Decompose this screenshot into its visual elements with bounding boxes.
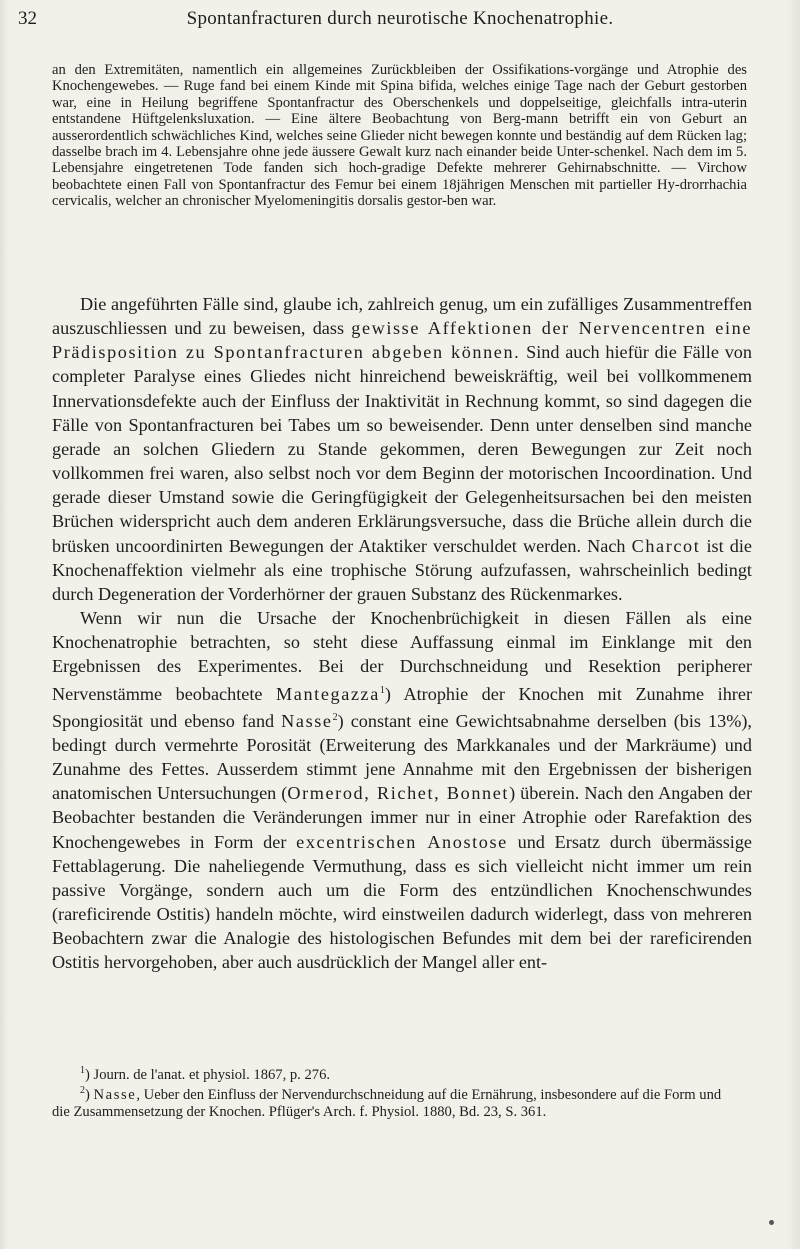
footnote-marker-2: 2 (80, 1085, 85, 1097)
footnote-ref-2[interactable]: 2 (332, 711, 338, 723)
running-head: Spontanfracturen durch neurotische Knochenatrophie. (186, 8, 614, 29)
main-text-1: Die angeführten Fälle sind, glaube ich, zahlreich genug, um ein zufälliges Zusammentreffen auszuschliessen und zu beweisen, dass (52, 294, 752, 339)
main-text-2: Sind auch hiefür die Fälle von completer Paralyse eines Gliedes nicht hinreichend beweiskräftig, weil bei vollkommenem Innervationsdefekte auch der Einfluss der Inaktivität in Rechnung kommt, so sind dagegen die Fälle von Spontanfracturen bei Tabes um so beweisender. Denn unter denselben sind manche gerade an solchen Gliedern zu Stande gekommen, deren Bewegungen zur Zeit noch vollkommen frei waren, also selbst noch vor dem Beginn der motorischen Incoordination. Und gerade dieser Umstand sowie die Geringfügigkeit der Gelegenheitsursachen bei den meisten Brüchen widerspricht auch dem anderen Erklärungsversuche, dass die Brüche allein durch die brüsken uncoordinirten Bewegungen der Ataktiker verschuldet werden. Nach (52, 342, 752, 556)
main-paragraph (52, 292, 752, 606)
page-edge-shadow (786, 0, 800, 1249)
author-charcot: Charcot (631, 535, 701, 556)
page-header (0, 8, 800, 48)
footnote-1 (52, 1063, 742, 1083)
small-print-paragraph (52, 62, 747, 210)
authors-ormerod-richet-bonnet: Ormerod, Richet, Bonnet (287, 783, 510, 804)
footnote-ref-1[interactable]: 1 (379, 684, 385, 696)
footnote-marker-1: 1 (80, 1065, 85, 1076)
small-print-text: an den Extremitäten, namentlich ein allgemeines Zurückbleiben der Ossifikations-vorgänge und Atrophie des Knochengewebes. — Ruge fand bei einem Kinde mit Spina bifida, welches einige Tage nach der Geburt gestorben war, eine in Heilung begriffene Spontanfractur des Oberschenkels und doppelseitige, gleichfalls intra-uterin entstandene Hüftgelenksluxation. — Eine ältere Beobachtung von Berg-mann betrifft ein von Geburt an ausserordentlich schwächliches Kind, welches seine Glieder nicht bewegen konnte und beständig auf dem Rücken lag; dasselbe brach im 4. Lebensjahre ohne jede äussere Gewalt kurz nach einander beide Unter-schenkel. Nach dem im 5. Lebensjahre eingetretenen Tode fanden sich hoch-gradige Defekte mehrerer Gehirnabschnitte. — Virchow beobachtete einen Fall von Spontanfractur des Femur bei einem 18jährigen Menschen mit partieller Hy-drorrhachia cervicalis, welcher an chronischer Myelomeningitis dorsalis gestor-ben war. (52, 62, 747, 210)
footnote-1-text: ) Journ. de l'anat. et physiol. 1867, p. 276. (85, 1066, 331, 1083)
second-text-3: ) constant eine Gewichtsabnahme derselben (bis 13%), bedingt durch vermehrte Porosität (Erweiterung des Markkanales und der Markräume) und Zunahme des Fettes. Ausserdem stimmt jene Annahme mit den Ergebnissen der bisherigen anatomischen Untersuchungen ( (52, 710, 752, 804)
author-nasse: Nasse (281, 710, 333, 731)
second-text-4: ) überein. Nach den Angaben der Beobachter bestanden die Veränderungen immer nur in einer Atrophie oder Rarefaktion des Knochengewebes in Form der (52, 783, 753, 852)
page-number: 32 (18, 8, 37, 29)
second-text-1: Wenn wir nun die Ursache der Knochenbrüchigkeit in diesen Fällen als eine Knochenatrophie betrachten, so steht diese Auffassung einmal im Einklange mit den Ergebnissen des Experimentes. Bei der Durchschneidung und Resektion peripherer Nervenstämme beobachtete (52, 608, 752, 704)
second-text-5: und Ersatz durch übermässige Fettablagerung. Die naheliegende Vermuthung, dass es sich vielleicht nicht immer um rein passive Vorgänge, sondern auch um die Form des entzündlichen Knochenschwundes (rareficirende Ostitis) handeln möchte, wird einstweilen dadurch widerlegt, dass von mehreren Beobachtern zwar die Analogie des histologischen Befundes mit dem bei der rareficirenden Ostitis hervorgehoben, aber auch ausdrücklich der Mangel aller ent- (52, 831, 752, 973)
ink-speck (769, 1220, 774, 1225)
footnote-2-author: Nasse (93, 1087, 137, 1104)
second-text-2: ) Atrophie der Knochen mit Zunahme ihrer Spongiosität und ebenso fand (52, 683, 752, 731)
author-mantegazza: Mantegazza (276, 683, 380, 704)
spaced-thesis: gewisse Affektionen der Nervencentren eine Prädisposition zu Spontanfracturen abgeben können. (52, 318, 752, 363)
footnote-2: $^2$) Nasse, Ueber den Einfluss der Nervendurchschneidung auf die Ernährung, insbesondere auf die Form und die Zusammensetzung der Knochen. Pflüger's Arch. f. Physiol. 1880, Bd. 23, S. 361. (52, 1085, 722, 1120)
footnote-2-text: , Ueber den Einfluss der Nervendurchschneidung auf die Ernährung, insbesondere auf die Form und die Zusammensetzung der Knochen. Pflüger's Arch. f. Physiol. 1880, Bd. 23, S. 361. (52, 1087, 722, 1120)
second-paragraph (52, 606, 752, 974)
term-excentrische-anostose: excentrischen Anostose (296, 831, 508, 852)
page-gutter-shadow (0, 0, 8, 1249)
footnotes (52, 1063, 742, 1120)
main-body (52, 292, 752, 975)
main-text-3: ist die Knochenaffektion vielmehr als eine trophische Störung aufzufassen, wahrscheinlich bedingt durch Degeneration der Vorderhörner der grauen Substanz des Rückenmarkes. (52, 535, 752, 604)
